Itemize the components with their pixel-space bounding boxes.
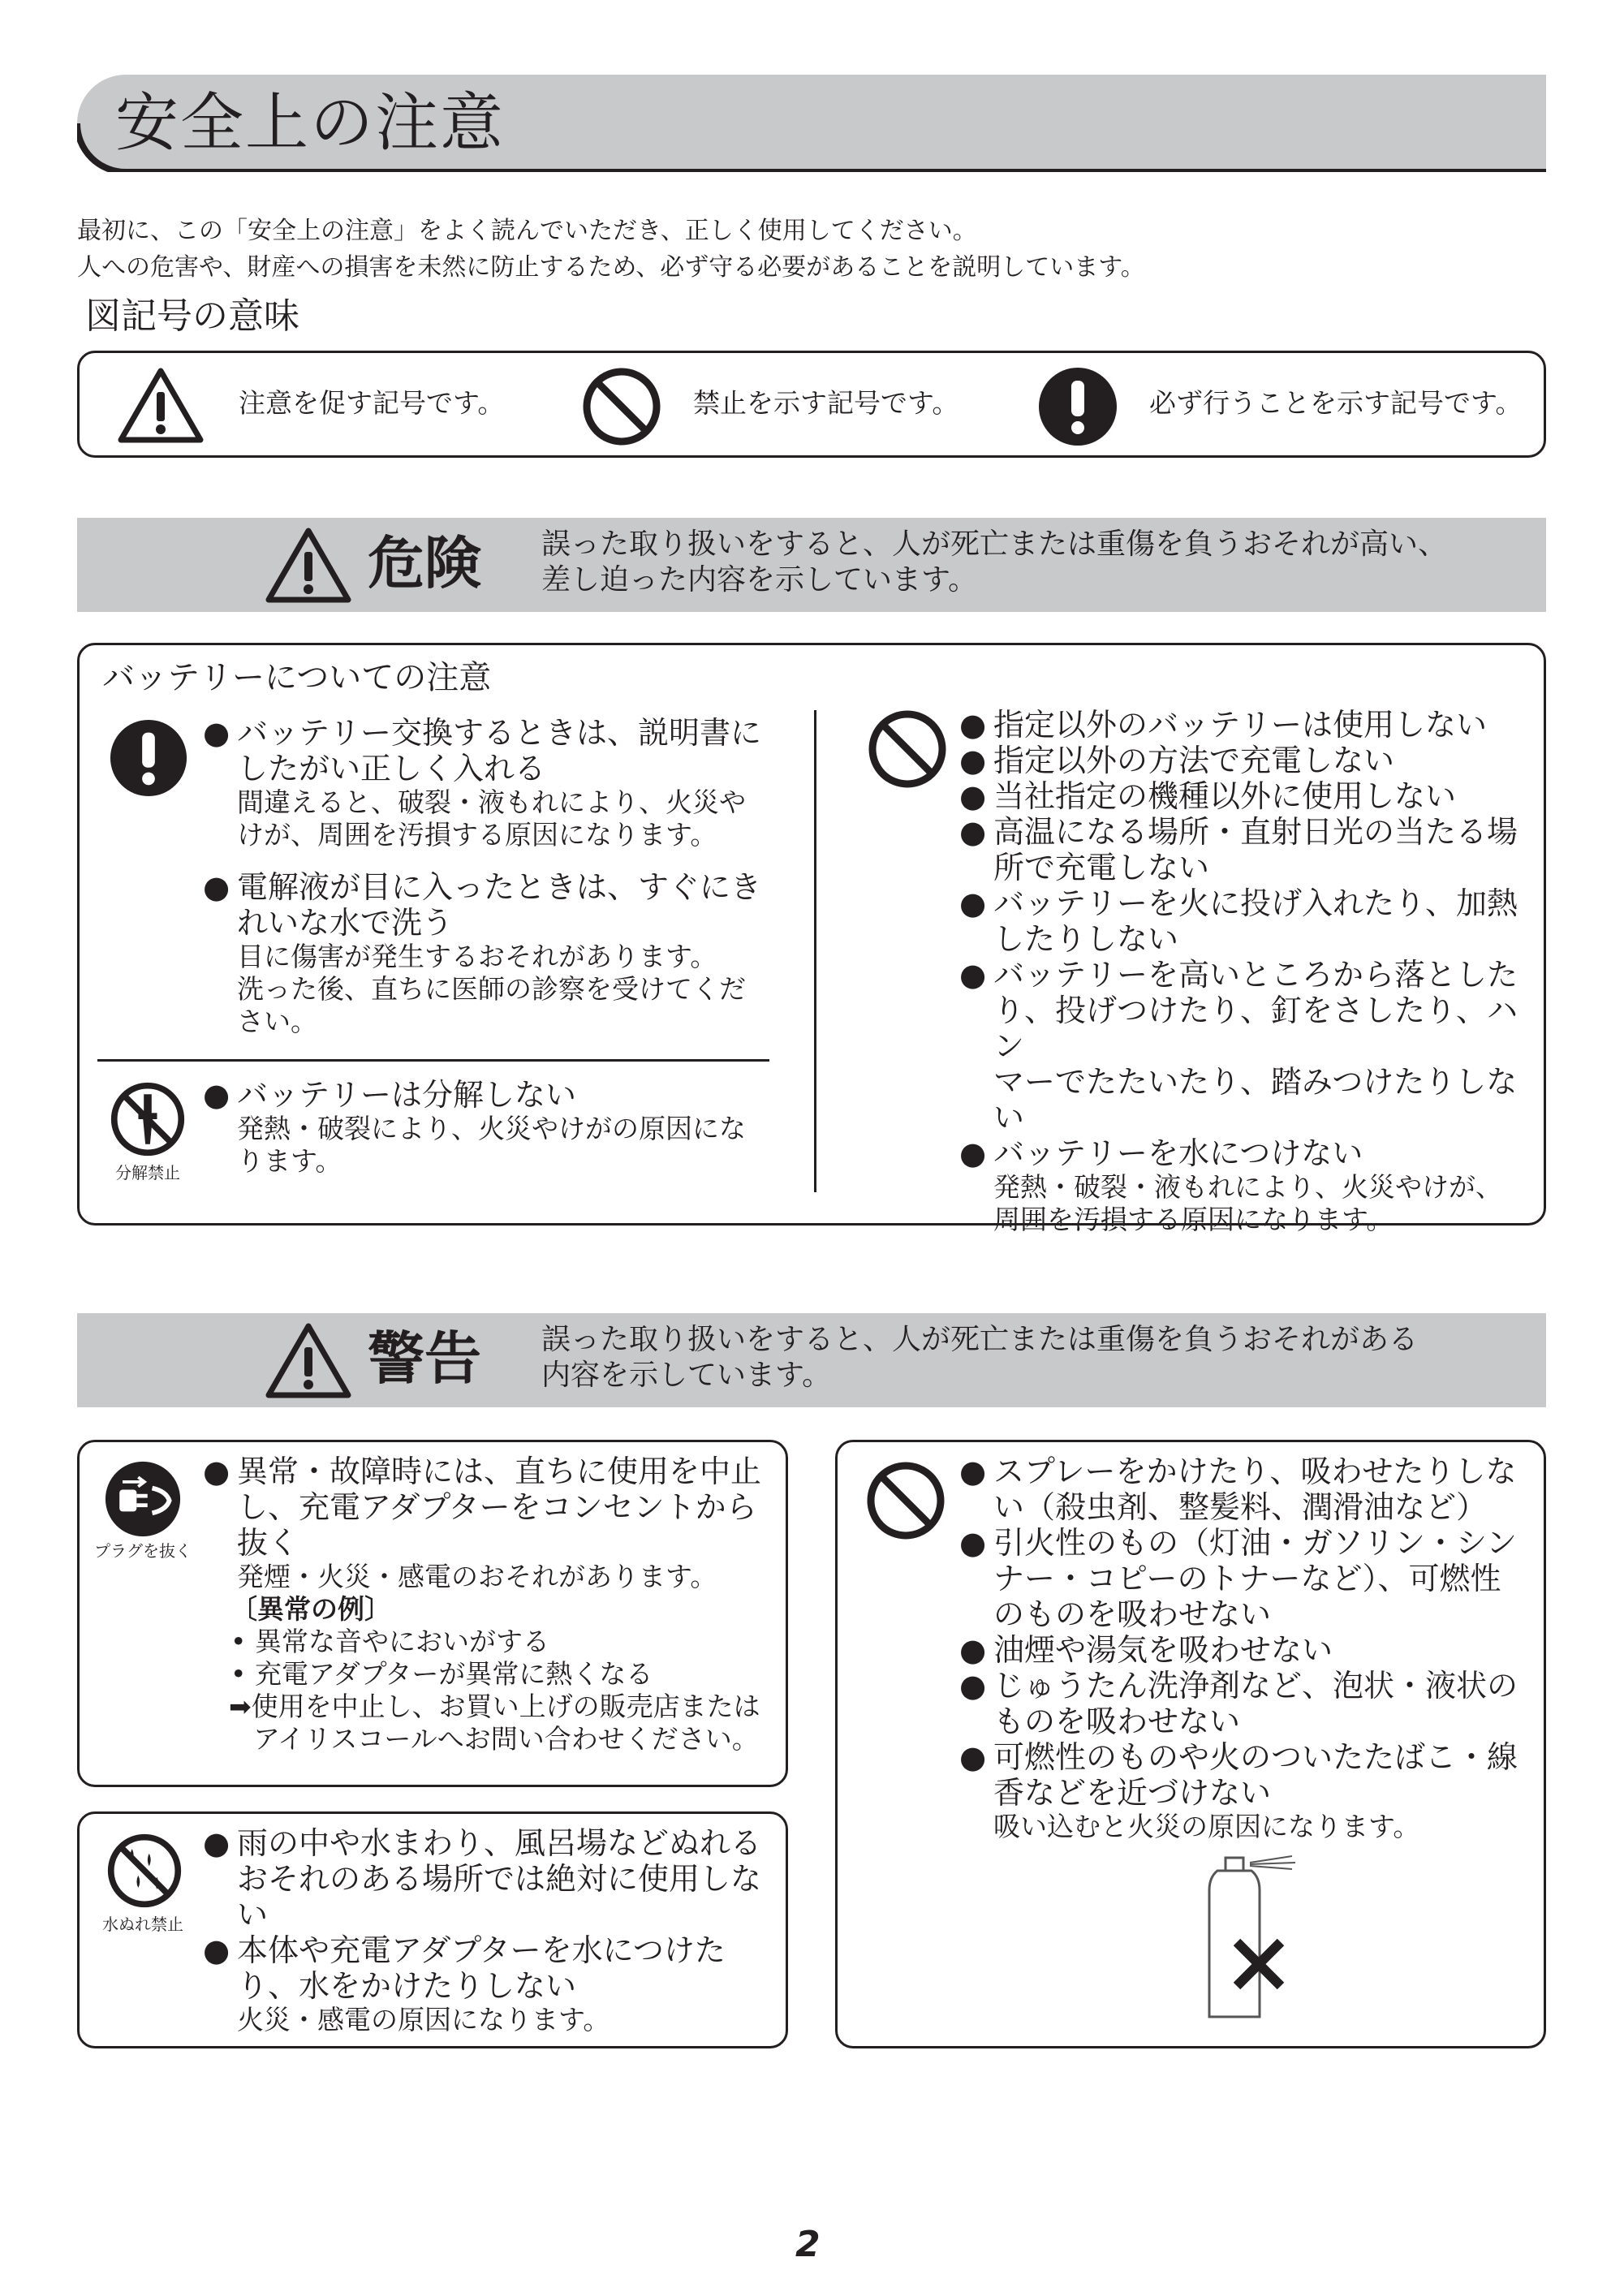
item-line: バッテリーを高いところから落とした	[993, 957, 1518, 993]
item-line: 所で充電しない	[993, 850, 1210, 885]
item-line: 雨の中や水まわり、風呂場などぬれる	[237, 1825, 762, 1861]
unplug-box	[77, 1440, 788, 1787]
list-item	[959, 1632, 1540, 1668]
bullet-icon: ●	[203, 1454, 230, 1489]
action-line	[229, 1691, 781, 1723]
bullet-icon: ●	[959, 814, 987, 850]
prohibition-icon	[581, 366, 662, 447]
warning-desc-2: 内容を示しています。	[541, 1359, 832, 1392]
list-item	[959, 1739, 1540, 1843]
no-flammables-list	[959, 1454, 1540, 1843]
battery-prohibition-list	[959, 707, 1544, 1236]
legend-prohibition-text: 禁止を示す記号です。	[693, 387, 959, 419]
item-note: 吸い込むと火災の原因になります。	[993, 1811, 1420, 1842]
bullet-icon: ●	[959, 743, 987, 778]
list-item	[959, 957, 1544, 1135]
item-line: 異常・故障時には、直ちに使用を中止	[237, 1454, 762, 1489]
page-title: 安全上の注意	[115, 87, 506, 160]
example-text: 異常な音やにおいがする	[254, 1626, 549, 1657]
action-text: 使用を中止し、お買い上げの販売店または	[251, 1691, 760, 1722]
bullet-icon: ●	[203, 715, 230, 751]
list-item	[959, 1454, 1540, 1525]
spray-can-prohibited-icon	[1178, 1854, 1341, 2033]
item-line: い（殺虫剤、整髪料、潤滑油など）	[993, 1489, 1488, 1525]
list-item	[203, 1825, 781, 1932]
item-line: い	[237, 1897, 269, 1932]
battery-caution-box	[77, 643, 1546, 1235]
bullet-icon: ●	[959, 1135, 987, 1171]
column-divider	[814, 710, 816, 1192]
warning-triangle-icon	[117, 366, 205, 444]
item-line: 指定以外のバッテリーは使用しない	[993, 707, 1488, 743]
item-note: 火災・感電の原因になります。	[237, 2004, 610, 2035]
item-line: 抜く	[237, 1525, 299, 1561]
no-flammables-box	[835, 1440, 1546, 2048]
item-line: バッテリーは分解しない	[237, 1077, 577, 1113]
list-item	[959, 1525, 1540, 1632]
list-item	[959, 778, 1544, 814]
legend-mandatory-text: 必ず行うことを示す記号です。	[1149, 387, 1523, 419]
arrow-right-icon: ➡	[229, 1691, 252, 1722]
warning-triangle-icon	[264, 1321, 353, 1399]
battery-mandatory-item-2	[203, 869, 852, 1038]
no-water-list	[203, 1825, 781, 2036]
bullet-icon: ●	[959, 1454, 987, 1489]
item-note: 発熱・破裂・液もれにより、火災やけが、	[993, 1171, 1502, 1203]
item-line: い	[993, 1100, 1025, 1135]
unplug-item	[203, 1454, 781, 1755]
divider	[97, 1059, 769, 1062]
list-item	[959, 707, 1544, 743]
intro-line-1: 最初に、この「安全上の注意」をよく読んでいただき、正しく使用してください。	[77, 217, 977, 245]
danger-band	[77, 518, 1546, 612]
item-line: 指定以外の方法で充電しない	[993, 743, 1395, 778]
danger-desc-1: 誤った取り扱いをすると、人が死亡または重傷を負うおそれが高い、	[541, 528, 1448, 561]
example-heading: 〔異常の例〕	[230, 1593, 391, 1625]
item-note: 目に傷害が発生するおそれがあります。	[237, 941, 717, 972]
item-line: 当社指定の機種以外に使用しない	[993, 778, 1457, 814]
prohibition-icon	[867, 709, 948, 790]
item-note: 発熱・破裂により、火災やけがの原因にな	[237, 1113, 746, 1144]
item-line: バッテリーを火に投げ入れたり、加熱	[993, 885, 1518, 921]
no-water-icon	[106, 1832, 183, 1910]
item-line: したりしない	[993, 921, 1179, 957]
item-note: 発煙・火災・感電のおそれがあります。	[237, 1561, 717, 1592]
danger-title: 危険	[368, 530, 481, 597]
item-line: 引火性のもの（灯油・ガソリン・シン	[993, 1525, 1518, 1561]
battery-caution-title: バッテリーについての注意	[102, 659, 492, 696]
action-text: アイリスコールへお問い合わせください。	[253, 1723, 759, 1755]
example-item: • 異常な音やにおいがする	[230, 1626, 549, 1657]
item-line: し、充電アダプターをコンセントから	[237, 1489, 757, 1525]
list-item	[203, 1932, 781, 2036]
item-line: バッテリー交換するときは、説明書に	[237, 715, 762, 751]
item-line: マーでたたいたり、踏みつけたりしな	[993, 1064, 1518, 1100]
legend-caution-text: 注意を促す記号です。	[239, 387, 505, 419]
no-water-caption: 水ぬれ禁止	[102, 1915, 183, 1934]
item-line: 本体や充電アダプターを水につけた	[237, 1932, 726, 1968]
item-note: ります。	[237, 1145, 342, 1177]
item-line: り、投げつけたり、釘をさしたり、ハン	[993, 993, 1518, 1064]
bullet-icon: ●	[959, 707, 987, 743]
page-number: 2	[795, 2224, 821, 2265]
item-note: 洗った後、直ちに医師の診察を受けてくだ	[237, 973, 746, 1005]
bullet-icon: ●	[203, 1077, 230, 1113]
item-line: 可燃性のものや火のついたたばこ・線	[993, 1739, 1518, 1775]
example-item: • 充電アダプターが異常に熱くなる	[230, 1658, 653, 1690]
item-line: 油煙や湯気を吸わせない	[993, 1632, 1333, 1668]
list-item	[959, 1135, 1544, 1236]
bullet-icon: ●	[203, 869, 230, 905]
item-line: スプレーをかけたり、吸わせたりしな	[993, 1454, 1517, 1489]
item-note: 間違えると、破裂・液もれにより、火災や	[237, 786, 746, 818]
list-item	[959, 1668, 1540, 1739]
bullet-icon: ●	[959, 778, 987, 814]
item-line: ものを吸わせない	[993, 1704, 1241, 1739]
disassembly-prohibited-icon	[109, 1080, 187, 1158]
item-line: のものを吸わせない	[993, 1596, 1272, 1632]
bullet-icon: ●	[959, 1739, 987, 1775]
item-line: バッテリーを水につけない	[993, 1135, 1363, 1171]
bullet-icon: ●	[203, 1825, 230, 1861]
warning-desc-1: 誤った取り扱いをすると、人が死亡または重傷を負うおそれがある	[541, 1323, 1419, 1356]
item-line: れいな水で洗う	[237, 905, 454, 941]
warning-triangle-icon	[264, 526, 353, 604]
bullet-icon: ●	[959, 1668, 987, 1704]
symbol-legend-box	[77, 351, 1546, 458]
battery-mandatory-item-1	[203, 715, 852, 851]
bullet-icon: ●	[203, 1932, 230, 1968]
bullet-icon: ●	[959, 885, 987, 921]
item-line: 高温になる場所・直射日光の当たる場	[993, 814, 1518, 850]
item-note: さい。	[237, 1006, 317, 1037]
item-line: 香などを近づけない	[993, 1775, 1272, 1811]
list-item	[959, 814, 1544, 885]
bullet-icon: ●	[959, 1525, 987, 1561]
danger-desc-2: 差し迫った内容を示しています。	[541, 563, 978, 597]
disassembly-caption: 分解禁止	[115, 1163, 180, 1182]
item-note: 周囲を汚損する原因になります。	[993, 1204, 1394, 1235]
intro-line-2: 人への危害や、財産への損害を未然に防止するため、必ず守る必要があることを説明しています。	[77, 253, 1145, 282]
warning-title: 警告	[368, 1325, 481, 1392]
bullet-icon: ●	[959, 957, 987, 993]
unplug-caption: プラグを抜く	[94, 1541, 192, 1561]
item-line: したがい正しく入れる	[237, 751, 546, 786]
mandatory-icon	[109, 718, 188, 798]
item-note: けが、周囲を汚損する原因になります。	[237, 819, 717, 851]
battery-disassembly-item	[203, 1077, 852, 1178]
mandatory-icon	[1037, 366, 1118, 447]
item-line: 電解液が目に入ったときは、すぐにき	[237, 869, 762, 905]
bullet-icon: ●	[959, 1632, 987, 1668]
example-text: 充電アダプターが異常に熱くなる	[254, 1658, 653, 1690]
list-item	[959, 743, 1544, 778]
symbols-heading: 図記号の意味	[85, 295, 299, 337]
item-line: じゅうたん洗浄剤など、泡状・液状の	[993, 1668, 1518, 1704]
no-water-box	[77, 1811, 788, 2048]
item-line: り、水をかけたりしない	[237, 1968, 577, 2004]
item-line: おそれのある場所では絶対に使用しな	[237, 1861, 762, 1897]
warning-band	[77, 1313, 1546, 1407]
prohibition-icon	[865, 1460, 946, 1541]
unplug-icon	[104, 1460, 182, 1538]
item-line: ナー・コピーのトナーなど）、可燃性	[993, 1561, 1501, 1596]
list-item	[959, 885, 1544, 957]
